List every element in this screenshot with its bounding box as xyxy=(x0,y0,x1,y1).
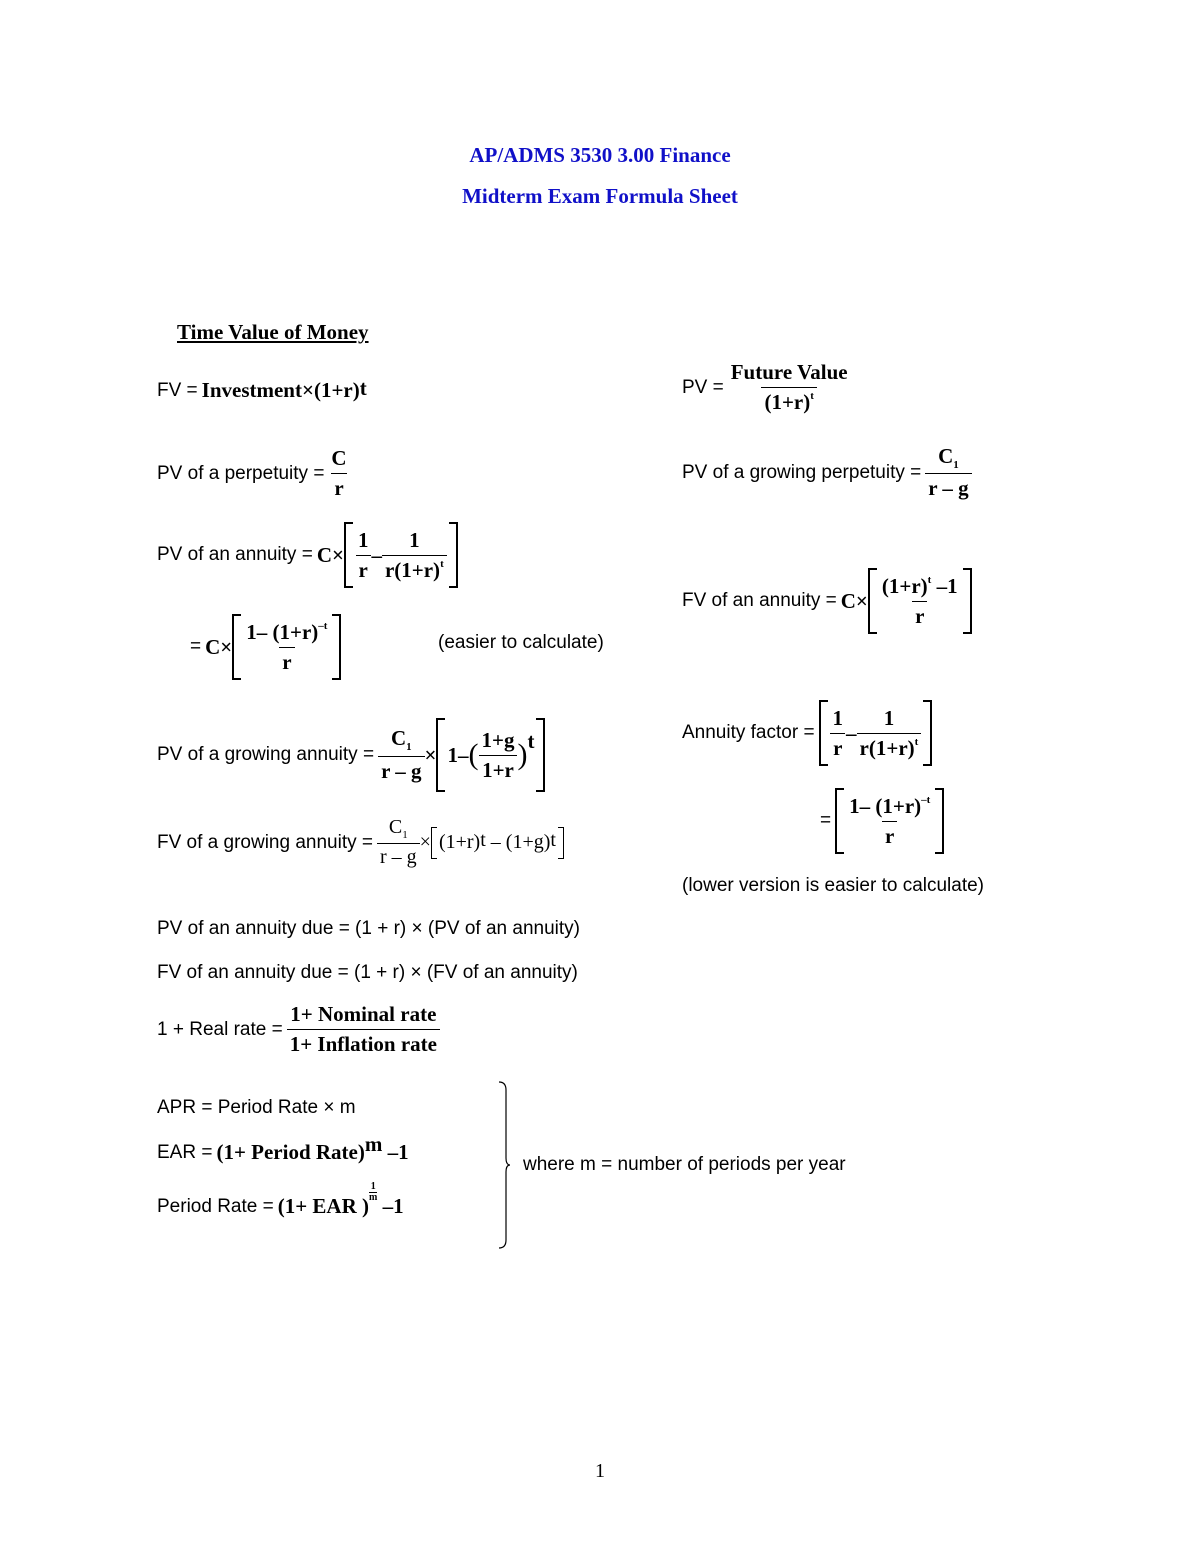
left-bracket xyxy=(344,522,353,588)
fv-exp: t xyxy=(359,376,367,400)
pv-annuity-t1-den: r xyxy=(356,555,371,583)
fv-annuity-label: FV of an annuity = xyxy=(682,590,837,611)
pv-growing-annuity-label: PV of a growing annuity = xyxy=(157,744,375,765)
right-curly-brace xyxy=(497,1080,511,1250)
pv-annuity-label: PV of an annuity = xyxy=(157,544,313,565)
course-title: AP/ADMS 3530 3.00 Finance xyxy=(469,143,731,167)
af-t2-exp: t xyxy=(914,735,919,748)
pv-label: PV = xyxy=(682,376,724,398)
left-bracket xyxy=(835,788,844,854)
af-t2-den: r(1+r) xyxy=(859,735,915,760)
pv-ga-num: C xyxy=(390,726,407,751)
right-bracket xyxy=(935,788,944,854)
right-bracket xyxy=(449,522,458,588)
af-t1-num: 1 xyxy=(832,705,844,730)
fv-annuity-due: FV of an annuity due = (1 + r) × (FV of an annuity) xyxy=(157,962,578,983)
af-term1 xyxy=(830,706,847,761)
ear-expr: (1+ Period Rate) xyxy=(216,1140,365,1164)
pv-growing-annuity-formula xyxy=(157,718,545,792)
period-rate-tail: –1 xyxy=(377,1194,404,1218)
fv-ga-fraction xyxy=(377,816,420,869)
pv-ga-fraction xyxy=(378,726,424,783)
section-title: Time Value of Money xyxy=(177,320,369,344)
ear-label: EAR = xyxy=(157,1141,213,1163)
left-bracket xyxy=(868,568,877,634)
period-rate-formula xyxy=(157,1181,404,1219)
pv-annuity-term2 xyxy=(382,528,447,583)
fv-ga-times: × xyxy=(419,831,431,853)
pv-denominator: (1+r) xyxy=(764,390,811,414)
annuity-factor-label: Annuity factor = xyxy=(682,722,815,743)
af-term2 xyxy=(857,706,922,761)
pv-annuity-alt-eq: = xyxy=(190,636,202,657)
right-bracket xyxy=(332,614,341,680)
fv-ga-den: r – g xyxy=(377,843,420,869)
period-rate-exp xyxy=(369,1182,377,1203)
pv-growing-perpetuity-formula xyxy=(682,444,972,501)
period-rate-exp-den: m xyxy=(369,1192,378,1203)
annuity-factor-formula xyxy=(682,700,932,766)
fv-annuity-fraction xyxy=(879,574,961,629)
right-bracket xyxy=(536,718,545,792)
fv-expr: Investment×(1+r) xyxy=(201,378,360,402)
fv-ga-num-sub: 1 xyxy=(402,829,408,841)
ear-tail: –1 xyxy=(382,1140,409,1164)
period-rate-exp-num: 1 xyxy=(370,1181,376,1192)
pv-annuity-lead: C× xyxy=(316,542,344,567)
pv-annuity-t2-exp: t xyxy=(440,557,444,570)
af-alt-exp: –t xyxy=(921,793,931,806)
fv-ga-minus: – xyxy=(485,831,506,853)
where-note: where m = number of periods per year xyxy=(523,1154,846,1175)
fv-annuity-formula xyxy=(682,568,972,634)
pv-ga-ratio-den: 1+r xyxy=(479,755,517,783)
fv-annuity-num-tail: –1 xyxy=(931,573,958,598)
fv-annuity-lead: C× xyxy=(840,588,868,613)
af-alt-eq: = xyxy=(820,810,832,831)
page-number: 1 xyxy=(595,1460,605,1482)
pv-annuity-t2-den: r(1+r) xyxy=(384,557,441,582)
fv-annuity-den: r xyxy=(912,601,927,629)
left-paren: ( xyxy=(468,738,479,771)
fv-ga-a-exp: t xyxy=(480,829,486,851)
pv-annuity-t1-num: 1 xyxy=(357,527,369,552)
af-t2-num: 1 xyxy=(883,705,895,730)
right-bracket xyxy=(963,568,972,634)
pv-annuity-alt-num: 1– (1+r) xyxy=(246,619,319,644)
pv-fraction xyxy=(728,360,851,415)
pv-annuity-note: (easier to calculate) xyxy=(438,632,604,653)
fv-label: FV = xyxy=(157,379,198,401)
fv-growing-annuity-formula xyxy=(157,816,564,869)
pv-formula xyxy=(682,360,851,415)
period-rate-label: Period Rate = xyxy=(157,1195,274,1217)
ear-formula xyxy=(157,1132,409,1165)
pv-annuity-formula xyxy=(157,522,458,588)
real-rate-formula xyxy=(157,1002,440,1057)
fv-ga-a: (1+r) xyxy=(438,831,481,853)
pv-perpetuity-fraction xyxy=(328,446,349,501)
pv-ga-exp: t xyxy=(527,728,535,753)
af-t1-den: r xyxy=(830,733,845,761)
pv-annuity-alt-lead: C× xyxy=(205,634,233,659)
pv-annuity-minus: – xyxy=(371,542,382,567)
pv-ga-den: r – g xyxy=(378,756,424,784)
right-bracket xyxy=(923,700,932,766)
pv-annuity-t2-num: 1 xyxy=(409,527,420,552)
af-alt-num: 1– (1+r) xyxy=(849,793,922,818)
annuity-factor-note: (lower version is easier to calculate) xyxy=(682,875,985,896)
left-bracket xyxy=(232,614,241,680)
pv-annuity-alt-den: r xyxy=(279,647,294,675)
fv-ga-label: FV of a growing annuity = xyxy=(157,831,373,853)
pv-ga-ratio-num: 1+g xyxy=(481,727,515,752)
pv-gp-numerator-sub: 1 xyxy=(953,459,959,472)
left-bracket xyxy=(431,827,437,859)
pv-annuity-term1 xyxy=(355,528,372,583)
fv-annuity-num: (1+r) xyxy=(881,573,928,598)
pv-perpetuity-numerator: C xyxy=(331,446,347,470)
pv-annuity-alt-exp: –t xyxy=(318,619,328,632)
right-paren: ) xyxy=(517,738,528,771)
af-alt-den: r xyxy=(882,821,897,849)
right-bracket xyxy=(558,827,564,859)
sheet-title: Midterm Exam Formula Sheet xyxy=(462,184,738,208)
pv-ga-inner: 1– xyxy=(447,742,469,767)
pv-perpetuity-formula xyxy=(157,446,350,501)
fv-ga-num: C xyxy=(388,816,403,838)
pv-growing-perpetuity-label: PV of a growing perpetuity = xyxy=(682,461,922,483)
af-alt-fraction xyxy=(846,794,933,849)
pv-ga-times: × xyxy=(424,742,437,767)
annuity-factor-alt xyxy=(820,788,944,854)
pv-perpetuity-denominator: r xyxy=(331,473,346,501)
pv-gp-numerator: C xyxy=(938,444,954,468)
fv-formula xyxy=(157,378,367,403)
real-rate-num: 1+ Nominal rate xyxy=(290,1002,437,1026)
left-bracket xyxy=(436,718,445,792)
pv-gp-denominator: r – g xyxy=(925,473,971,501)
pv-growing-perpetuity-fraction xyxy=(925,444,971,501)
fv-annuity-num-exp: t xyxy=(927,573,932,586)
real-rate-fraction xyxy=(287,1002,440,1057)
pv-ga-num-sub: 1 xyxy=(406,741,412,754)
pv-exp: t xyxy=(810,390,814,402)
fv-ga-b: (1+g) xyxy=(505,831,551,853)
pv-annuity-alt-fraction xyxy=(243,620,330,675)
pv-ga-ratio xyxy=(478,728,517,783)
pv-annuity-due: PV of an annuity due = (1 + r) × (PV of an annuity) xyxy=(157,918,581,939)
real-rate-den: 1+ Inflation rate xyxy=(287,1029,440,1057)
fv-ga-b-exp: t xyxy=(550,829,556,851)
apr-formula: APR = Period Rate × m xyxy=(157,1097,356,1118)
pv-numerator: Future Value xyxy=(730,360,848,384)
pv-perpetuity-label: PV of a perpetuity = xyxy=(157,462,325,484)
left-bracket xyxy=(819,700,828,766)
real-rate-label: 1 + Real rate = xyxy=(157,1018,283,1040)
pv-annuity-alt-formula xyxy=(190,614,341,680)
period-rate-expr: (1+ EAR ) xyxy=(277,1194,370,1218)
af-minus: – xyxy=(846,720,857,745)
ear-exp: m xyxy=(364,1132,383,1156)
